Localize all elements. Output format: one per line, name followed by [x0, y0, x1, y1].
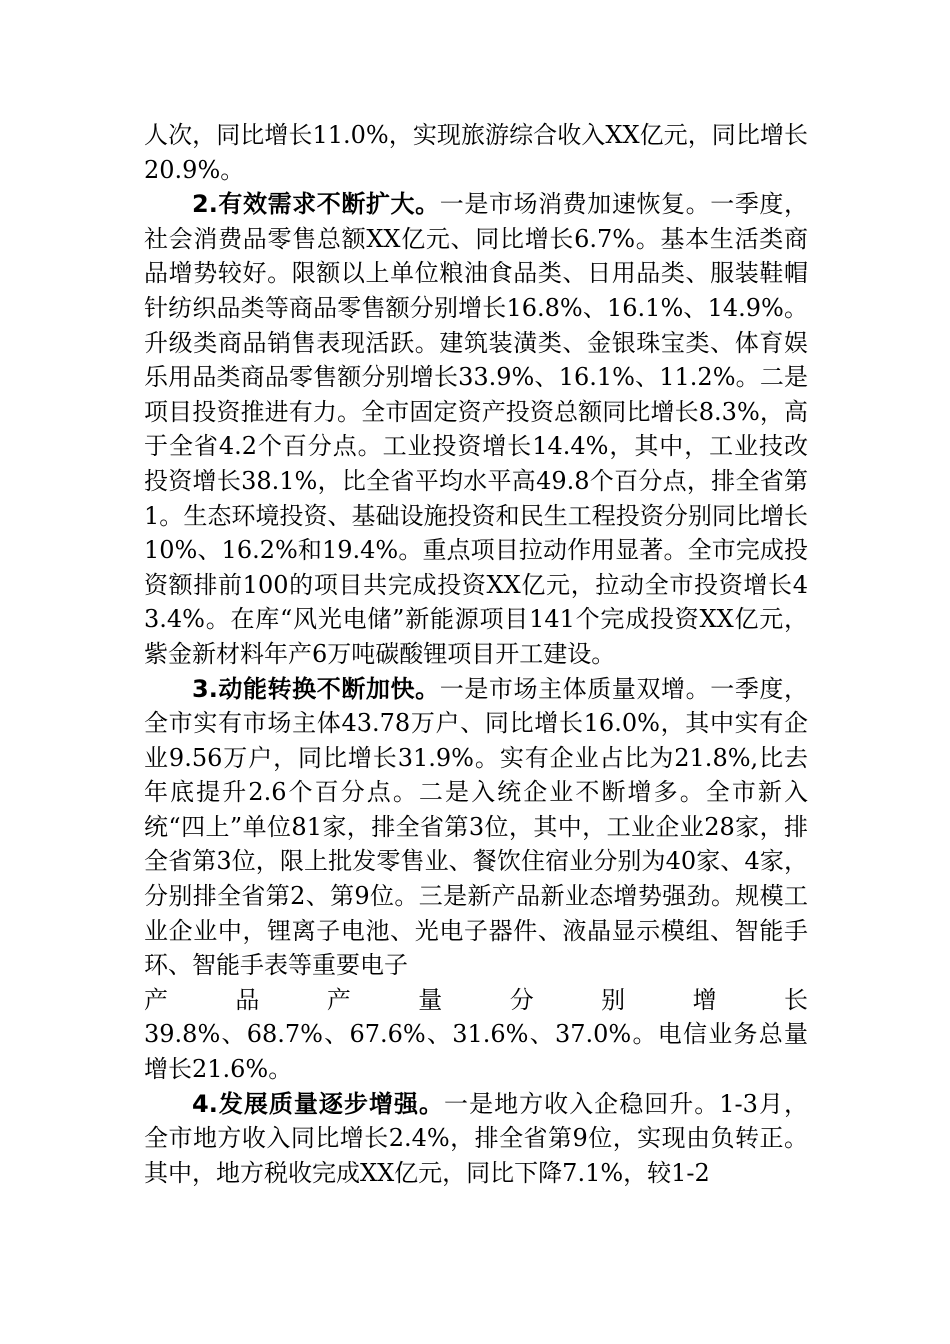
paragraph-quality [144, 1087, 808, 1191]
section-heading-momentum: 3.动能转换不断加快。 [192, 674, 440, 703]
paragraph-text: 产品产量分别增长 [144, 985, 808, 1014]
paragraph-momentum-tail [144, 1017, 808, 1086]
section-heading-demand: 2.有效需求不断扩大。 [192, 190, 440, 219]
paragraph-text: 一是市场消费加速恢复。一季度，社会消费品零售总额XX亿元、同比增长6.7%。基本生活类商品增势较好。限额以上单位粮油食品类、日用品类、服装鞋帽针纺织品类等商品零售额分别增长16.8%、16.1%、14.9%。升级类商品销售表现活跃。建筑装潢类、金银珠宝类、体育娱乐用品类商品零售额分别增长33.9%、16.1%、11.2%。二是项目投资推进有力。全市固定资产投资总额同比增长8.3%，高于全省4.2个百分点。工业投资增长14.4%，其中，工业技改投资增长38.1%，比全省平均水平高49.8个百分点，排全省第1。生态环境投资、基础设施投资和民生工程投资分别同比增长10%、16.2%和19.4%。重点项目拉动作用显著。全市完成投资额排前100的项目共完成投资XX亿元，拉动全市投资增长43.4%。在库“风光电储”新能源项目141个完成投资XX亿元，紫金新材料年产6万吨碳酸锂项目开工建设。 [144, 190, 809, 668]
paragraph-text: 一是市场主体质量双增。一季度，全市实有市场主体43.78万户、同比增长16.0%，其中实有企业9.56万户，同比增长31.9%。实有企业占比为21.8%,比去年底提升2.6个百分点。二是入统企业不断增多。全市新入统“四上”单位81家，排全省第3位，其中，工业企业28家，排全省第3位，限上批发零售业、餐饮住宿业分别为40家、4家，分别排全省第2、第9位。三是新产品新业态增势强劲。规模工业企业中，锂离子电池、光电子器件、液晶显示模组、智能手环、智能手表等重要电子 [144, 674, 809, 980]
section-heading-quality: 4.发展质量逐步增强。 [192, 1089, 445, 1118]
paragraph-momentum [144, 672, 808, 983]
paragraph-text: 一是地方收入企稳回升。1-3月，全市地方收入同比增长2.4%，排全省第9位，实现由负转正。其中，地方税收完成XX亿元，同比下降7.1%，较1-2 [144, 1089, 808, 1187]
paragraph-demand [144, 187, 808, 671]
paragraph-text: 39.8%、68.7%、67.6%、31.6%、37.0%。电信业务总量增长21.6%。 [144, 1020, 808, 1084]
paragraph-momentum-spread-line [144, 983, 808, 1018]
paragraph-text: 人次，同比增长11.0%，实现旅游综合收入XX亿元，同比增长20.9%。 [144, 121, 808, 184]
document-page [144, 118, 808, 1190]
paragraph-tourism-tail [144, 118, 808, 187]
